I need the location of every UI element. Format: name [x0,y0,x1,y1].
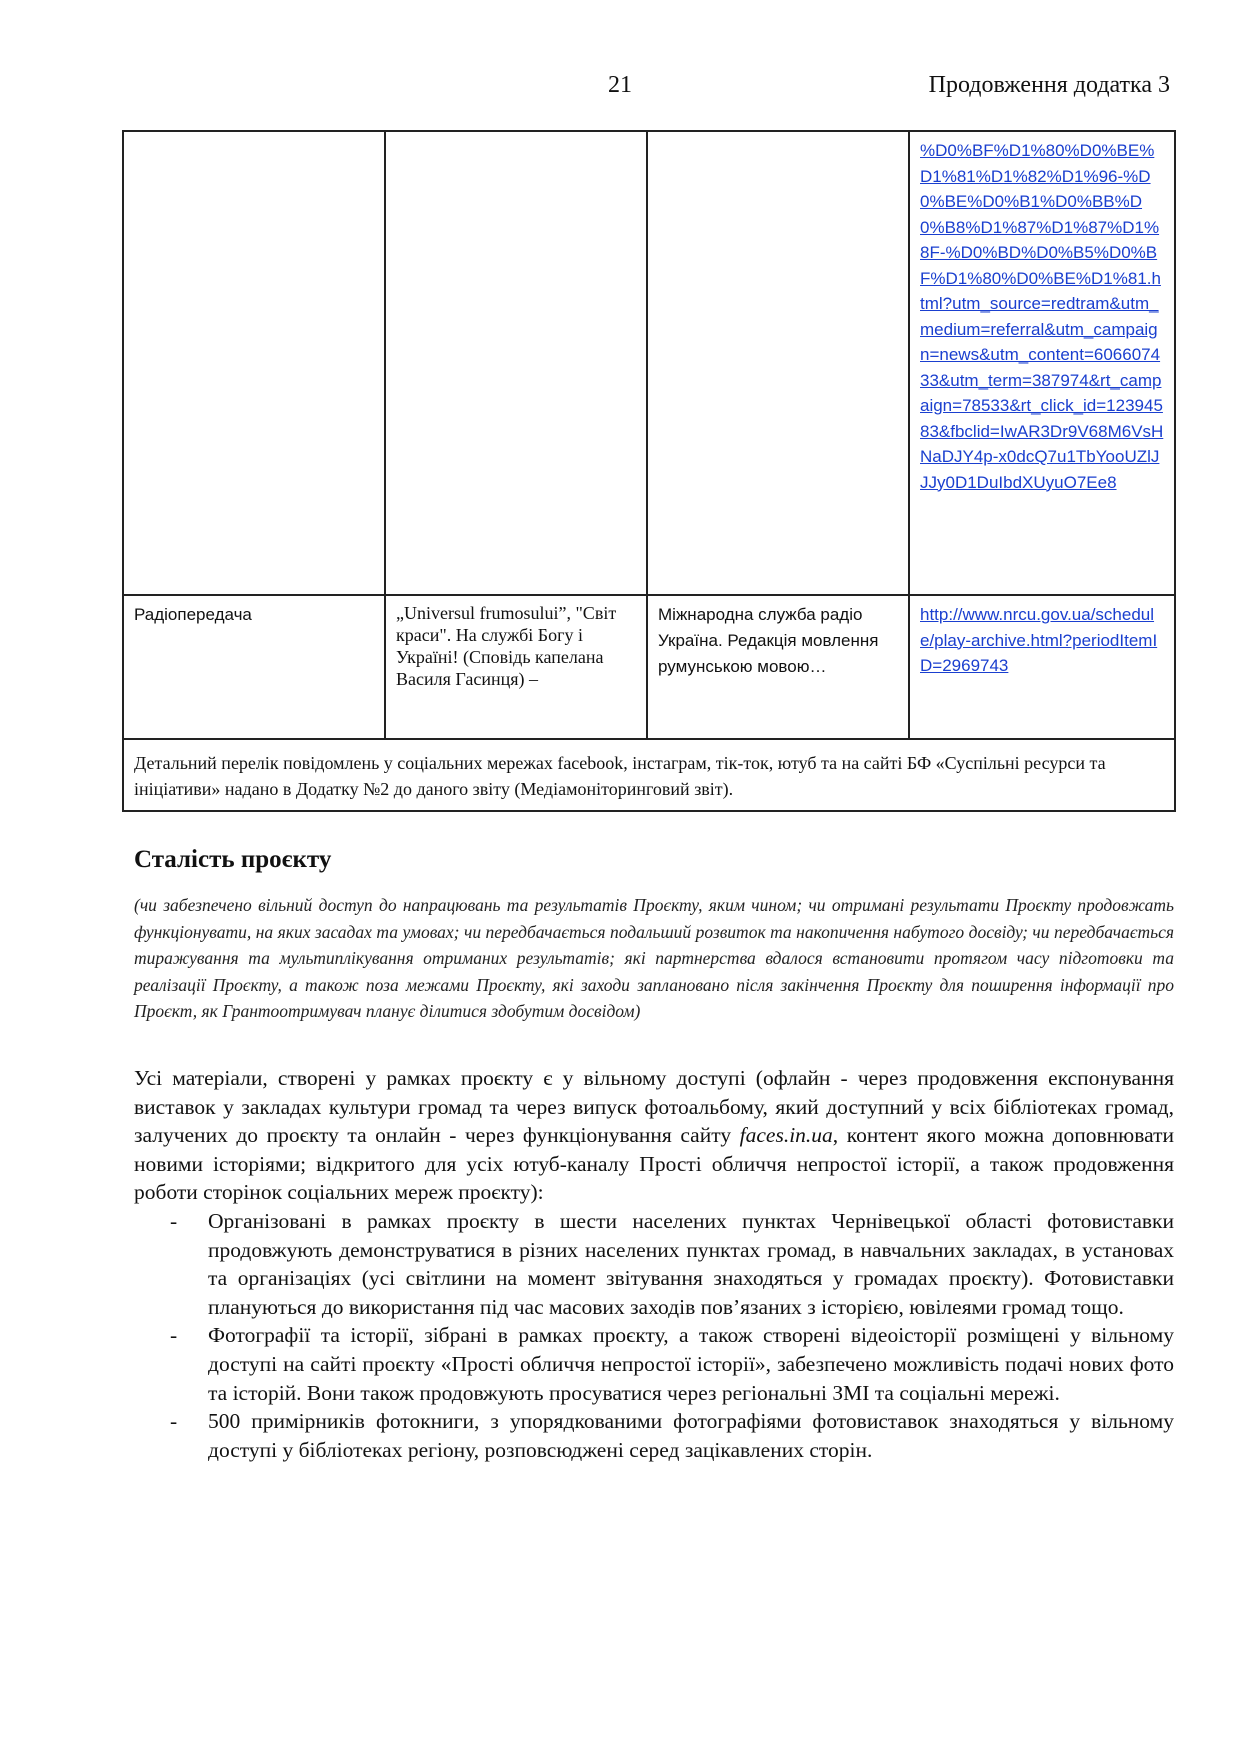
list-item-text: 500 примірників фотокниги, з упорядкованими фотографіями фотовиставок знаходяться у вільному доступі у бібліотеках регіону, розповсюджені серед зацікавлених сторін. [208,1409,1174,1462]
table-note: Детальний перелік повідомлень у соціальних мережах facebook, інстаграм, тік-ток, ютуб та на сайті БФ «Суспільні ресурси та ініціативи» надано в Додатку №2 до даного звіту (Медіамоніторинговий звіт). [123,739,1175,811]
list-item [134,1321,1174,1407]
table-cell-link [909,595,1175,739]
radio-archive-link[interactable]: http://www.nrcu.gov.ua/schedule/play-archive.html?periodItemID=2969743 [920,605,1158,675]
bullet-dash: - [170,1208,178,1233]
table-row-note [123,739,1175,811]
list-item-text: Організовані в рамках проєкту в шести населених пунктах Чернівецької області фотовиставки продовжують демонструватися в різних населених пунктах громад, в навчальних закладах, в установах та організаціях (усі світлини на момент звітування знаходяться у громадах проєкту). Фотовиставки плануються до використання під час масових заходів пов’язаних з історією, ювілеями громад тощо. [208,1208,1174,1319]
table-cell-link [909,131,1175,595]
page-header [0,72,1240,112]
intro-text-end: , контент якого можна доповнювати новими історіями; відкритого для усіх ютуб-каналу Прості обличчя непростої історії, а також продовження роботи сторінок соціальних мереж проєкту): [134,1123,1174,1205]
table-cell-type [123,131,385,595]
section-body [134,1064,1174,1464]
media-coverage-table [122,130,1176,812]
page-number: 21 [608,72,632,98]
article-link[interactable]: %D0%BF%D1%80%D0%BE%D1%81%D1%82%D1%96-%D0%BE%D0%B1%D0%BB%D0%B8%D1%87%D1%87%D1%8F-%D0%BD%D0%B5%D0%BF%D1%80%D0%BE%D1%81.html?utm_source=redtram&utm_medium=referral&utm_campaign=news&utm_content=606607433&utm_term=387974&rt_campaign=78533&rt_click_id=12394583&fbclid=IwAR3Dr9V68M6VsHNaDJY4p-x0dcQ7u1TbYooUZlJJJy0D1DuIbdXUyuO7Ee8 [920,141,1164,492]
bullet-dash: - [170,1409,178,1434]
table-row [123,595,1175,739]
sustainability-list [134,1207,1174,1464]
intro-paragraph [134,1064,1174,1207]
site-name: faces.in.ua [739,1123,833,1148]
bullet-dash: - [170,1323,178,1348]
table-cell-title: „Universul frumosului”, "Світ краси". На службі Богу і Україні! (Сповідь капелана Василя Гасинця) – [385,595,647,739]
table-cell-outlet: Міжнародна служба радіо Україна. Редакція мовлення румунською мовою… [647,595,909,739]
table-cell-type: Радіопередача [123,595,385,739]
section-guidance: (чи забезпечено вільний доступ до напрацювань та результатів Проєкту, яким чином; чи отримані результати Проєкту продовжать функціонувати, на яких засадах та умовах; чи передбачається подальший розвиток та накопичення набутого досвіду; чи передбачається тиражування та мультиплікування отриманих результатів; які партнерства вдалося встановити протягом часу підготовки та реалізації Проєкту, а також поза межами Проєкту, які заходи заплановано після закінчення Проєкту для поширення інформації про Проєкт, як Грантоотримувач планує ділитися здобутим досвідом) [134,895,1174,1021]
table-cell-title [385,131,647,595]
intro-text-start: Усі матеріали, створені у рамках проєкту є у вільному доступі (офлайн - через продовження експонування виставок у закладах культури громад та через випуск фотоальбому, який доступний у всіх бібліотеках громад, залучених до проєкту та онлайн - через функціонування сайту [134,1066,1174,1148]
list-item-text: Фотографії та історії, зібрані в рамках проєкту, а також створені відеоісторії розміщені у вільному доступі на сайті проєкту «Прості обличчя непростої історії», забезпечено можливість подачі нових фото та історій. Вони також продовжують просуватися через регіональні ЗМІ та соціальні мережі. [208,1323,1174,1405]
table-cell-outlet [647,131,909,595]
list-item [134,1407,1174,1464]
table-row [123,131,1175,595]
list-item [134,1207,1174,1321]
section-title: Сталість проєкту [134,846,332,873]
running-head: Продовження додатка 3 [928,72,1170,98]
